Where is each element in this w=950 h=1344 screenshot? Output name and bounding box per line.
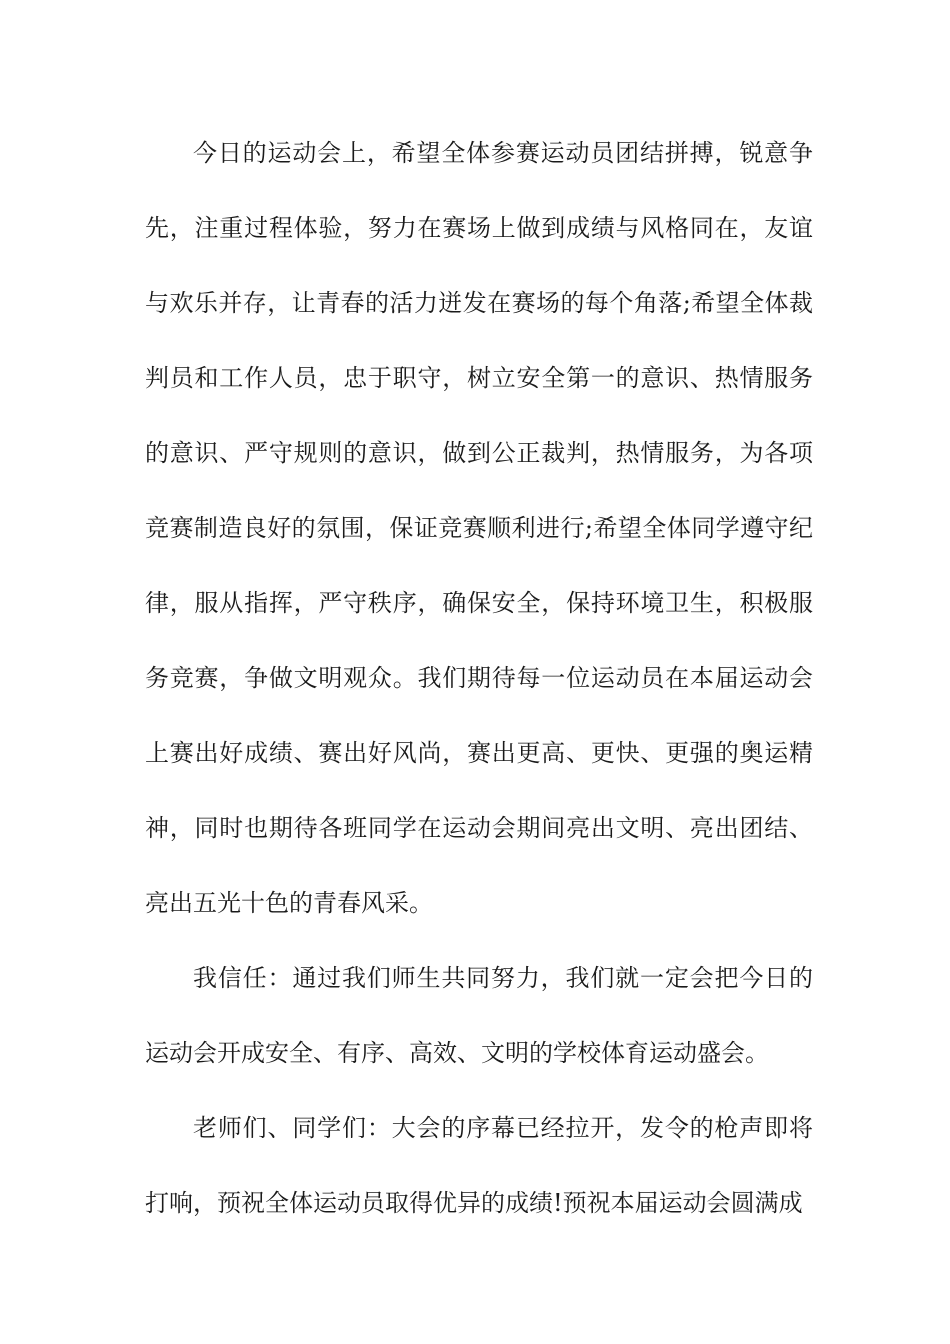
paragraph-3: 老师们、同学们：大会的序幕已经拉开，发令的枪声即将打响，预祝全体运动员取得优异的成绩!预祝本届运动会圆满成 [145, 1114, 813, 1217]
paragraph-1: 今日的运动会上，希望全体参赛运动员团结拼搏，锐意争先，注重过程体验，努力在赛场上做到成绩与风格同在，友谊与欢乐并存，让青春的活力迸发在赛场的每个角落;希望全体裁判员和工作人员，忠于职守，树立安全第一的意识、热情服务的意识、严守规则的意识，做到公正裁判，热情服务，为各项竞赛制造良好的氛围，保证竞赛顺利进行;希望全体同学遵守纪律，服从指挥，严守秩序，确保安全，保持环境卫生，积极服务竞赛，争做文明观众。我们期待每一位运动员在本届运动会上赛出好成绩、赛出好风尚，赛出更高、更快、更强的奥运精神，同时也期待各班同学在运动会期间亮出文明、亮出团结、亮出五光十色的青春风采。 [145, 139, 813, 917]
paragraph-2: 我信任：通过我们师生共同努力，我们就一定会把今日的运动会开成安全、有序、高效、文明的学校体育运动盛会。 [145, 964, 813, 1067]
document-body [145, 116, 813, 1241]
